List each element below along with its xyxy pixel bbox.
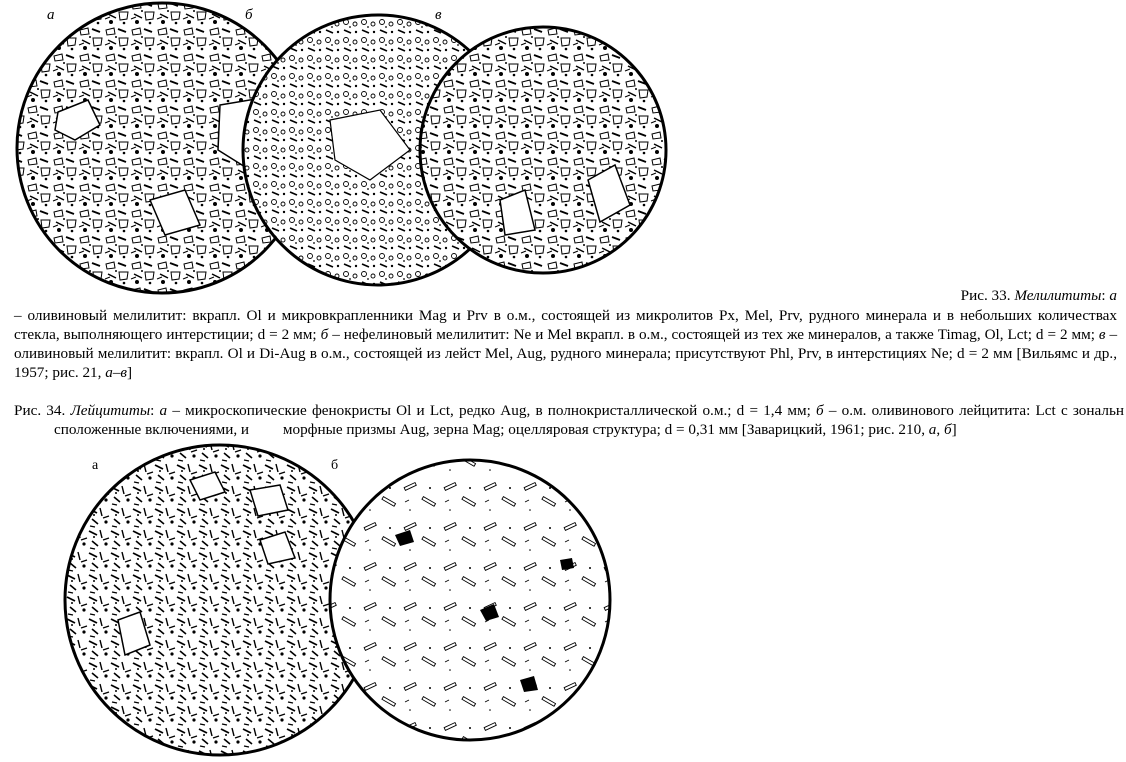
caption-33-part-v: – оливиновый мелилитит: вкрапл. Ol и Di-Aug в о.м., состоящей из лейст Mel, Aug, рудного минерала; присутствуют Phl, Prv, в интерстициях Ne; d = 2 мм [Вильямс и др., 1957; рис. 21, — [14, 326, 1118, 381]
caption-33-part-a: – оливиновый мелилитит: вкрапл. Ol и микровкрапленники Mag и Prv в о.м., состоящей из микролитов Px, Mel, Prv, рудного минерала и в небольших количествах стекла, выполняющего интерстиции; d = 2 мм; — [14, 307, 1117, 343]
caption-34-part-a: – микроскопические фенокристы Ol и Lct, редко Aug, в полнокристаллической о.м.; d = 1,4 мм; — [172, 402, 811, 419]
panel-label-34a: а — [92, 458, 99, 473]
panel-label-v: в — [435, 7, 442, 23]
caption-33-part-b: – нефелиновый мелилитит: Ne и Mel вкрапл. в о.м., состоящей из тех же минералов, а также Timag, Ol, Lct; d = 2 мм; — [332, 326, 1095, 343]
figure-33-panel-v — [420, 27, 666, 273]
panel-label-a: а — [47, 7, 55, 23]
figure-34-panel-b — [330, 460, 610, 740]
figure-33-caption-line1: Рис. 33. Мелилититы: а — [960, 287, 1117, 304]
figure-33-caption: – оливиновый мелилитит: вкрапл. Ol и микровкрапленники Mag и Prv в о.м., состоящей из микролитов Px, Mel, Prv, рудного минерала и в небольших количествах стекла, выполняющего интерстиции; d = 2 мм; б – нефелиновый мелилитит: Ne и Mel вкрапл. в о.м., состоящей из тех же минералов, а также Timag, Ol, Lct; d = 2 мм; в – оливиновый мелилитит: вкрапл. Ol и Di-Aug в о.м., состоящей из лейст Mel, Aug, рудного минерала; присутствуют Phl, Prv, в интерстициях Ne; d = 2 мм [Вильямс и др., 1957; рис. 21, а–в] — [14, 307, 1118, 381]
panel-label-34b: б — [331, 458, 339, 473]
caption-34-part-b: – о.м. оливинового лейцитита: Lct с зональн — [828, 402, 1125, 419]
figure-34-micrographs — [0, 440, 1126, 760]
figure-34-caption: Рис. 34. Лейцититы: а – микроскопические фенокристы Ol и Lct, редко Aug, в полнокристаллической о.м.; d = 1,4 мм; б – о.м. оливинового лейцитита: Lct с зональн сположенные включениями, и морфные призмы Aug, зерна Mag; оцелляровая структура; d = 0,31 мм [Заварицкий, 1961; рис. 210, а, б] — [14, 402, 1125, 438]
panel-label-b: б — [245, 7, 253, 23]
figure-33-micrographs — [0, 0, 1126, 300]
